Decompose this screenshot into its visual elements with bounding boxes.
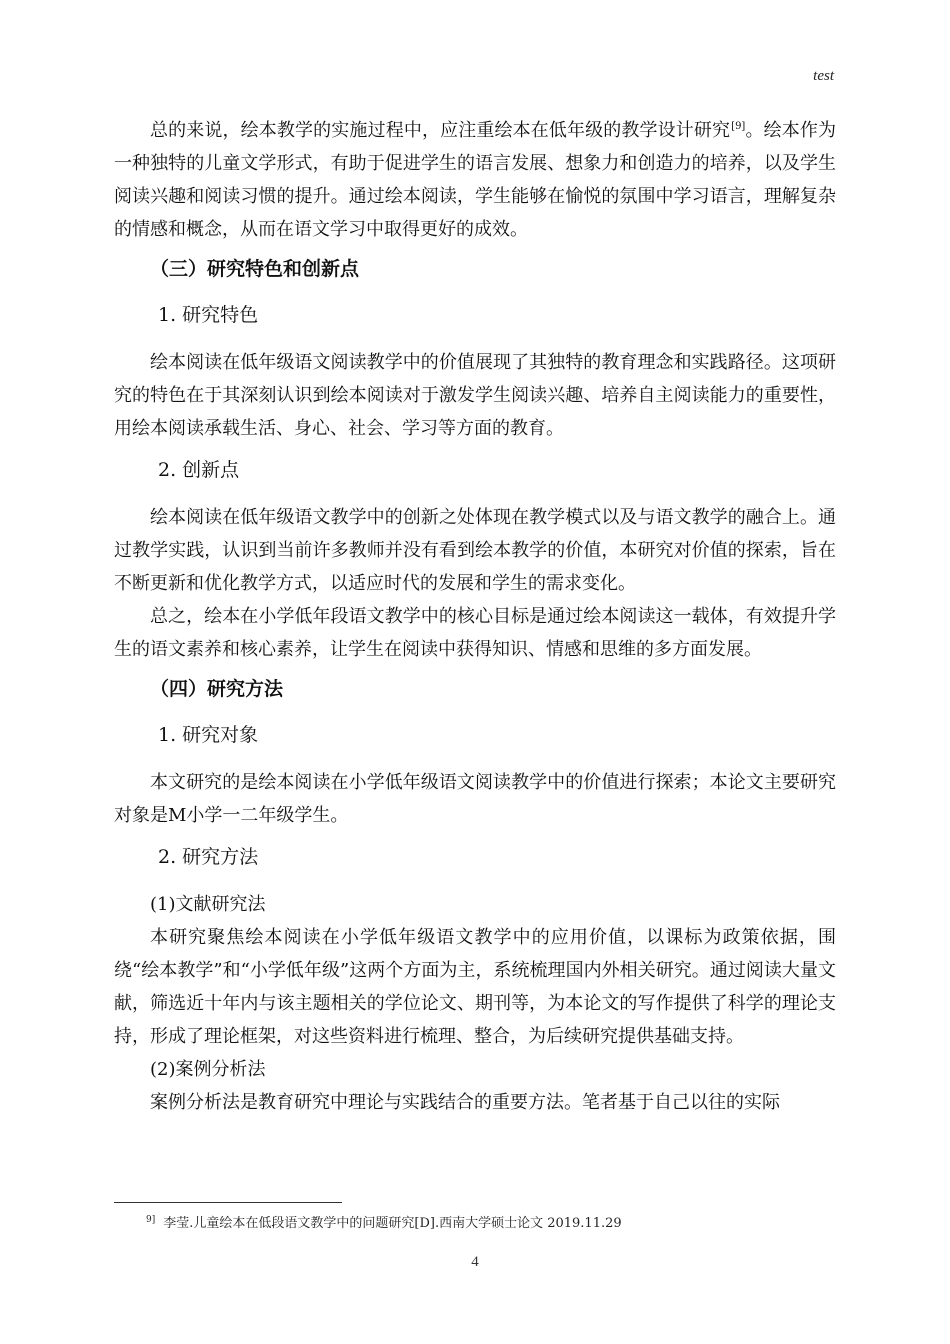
paragraph-subject: 本文研究的是绘本阅读在小学低年级语文阅读教学中的价值进行探索；本论文主要研究对象是M小学一二年级学生。 (114, 772, 836, 826)
paragraph-case: 案例分析法是教育研究中理论与实践结合的重要方法。笔者基于自己以往的实际 (150, 1092, 780, 1113)
paragraph-innovation: 绘本阅读在低年级语文教学中的创新之处体现在教学模式以及与语文教学的融合上。通过教学实践，认识到当前许多教师并没有看到绘本教学的价值，本研究对价值的探索，旨在不断更新和优化教学方式，以适应时代的发展和学生的需求变化。 (114, 507, 836, 594)
body-text (114, 114, 836, 1119)
section-heading-features: （三）研究特色和创新点 (150, 258, 360, 280)
footnote-divider (114, 1202, 342, 1203)
footnote-mark: 9] (146, 1214, 156, 1225)
paragraph-summary (114, 114, 836, 246)
paragraph-literature: 本研究聚焦绘本阅读在小学低年级语文教学中的应用价值，以课标为政策依据，围绕“绘本教学”和“小学低年级”这两个方面为主，系统梳理国内外相关研究。通过阅读大量文献，筛选近十年内与该主题相关的学位论文、期刊等，为本论文的写作提供了科学的理论支持，形成了理论框架，对这些资料进行梳理、整合，为后续研究提供基础支持。 (114, 927, 836, 1047)
citation-ref[interactable]: [9] (731, 121, 746, 132)
paragraph-conclusion: 总之，绘本在小学低年段语文教学中的核心目标是通过绘本阅读这一载体，有效提升学生的语文素养和核心素养，让学生在阅读中获得知识、情感和思维的多方面发展。 (114, 606, 836, 660)
page-number: 4 (471, 1254, 479, 1270)
footnote-text: 李莹.儿童绘本在低段语文教学中的问题研究[D].西南大学硕士论文 2019.11.29 (163, 1216, 622, 1231)
method-case-heading: (2)案例分析法 (150, 1059, 266, 1080)
subheading-innovation: 2. 创新点 (158, 459, 240, 481)
paragraph-summary-text: 总的来说，绘本教学的实施过程中，应注重绘本在低年级的教学设计研究 (150, 120, 731, 141)
footnote (146, 1212, 622, 1231)
method-literature-heading: (1)文献研究法 (150, 894, 266, 915)
subheading-research-methods: 2. 研究方法 (158, 846, 259, 868)
running-header: test (813, 68, 834, 84)
subheading-research-subject: 1. 研究对象 (158, 724, 259, 746)
section-heading-methods: （四）研究方法 (150, 678, 284, 700)
paragraph-features: 绘本阅读在低年级语文阅读教学中的价值展现了其独特的教育理念和实践路径。这项研究的特色在于其深刻认识到绘本阅读对于激发学生阅读兴趣、培养自主阅读能力的重要性，用绘本阅读承载生活、身心、社会、学习等方面的教育。 (114, 352, 836, 439)
subheading-research-features: 1. 研究特色 (158, 304, 259, 326)
paragraph-summary-tail: 。绘本作为一种独特的儿童文学形式，有助于促进学生的语言发展、想象力和创造力的培养，以及学生阅读兴趣和阅读习惯的提升。通过绘本阅读，学生能够在愉悦的氛围中学习语言，理解复杂的情感和概念，从而在语文学习中取得更好的成效。 (114, 120, 836, 240)
